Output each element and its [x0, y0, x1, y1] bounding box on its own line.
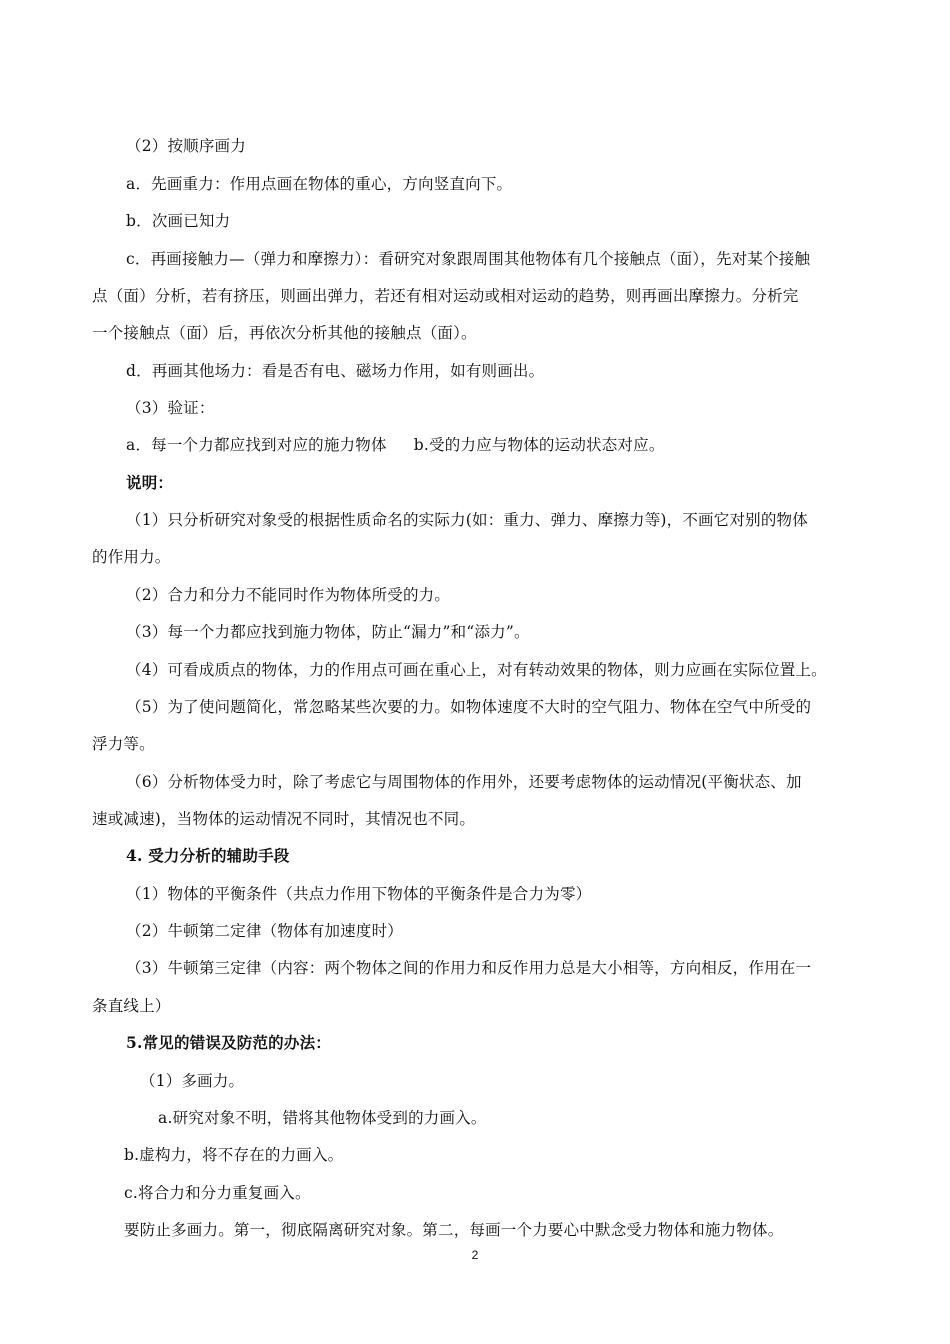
- line-verify-heading: （3）验证：: [126, 399, 215, 417]
- line-aid-3a: （3）牛顿第三定律（内容：两个物体之间的作用力和反作用力总是大小相等，方向相反，作用在一: [126, 959, 812, 977]
- page-number: 2: [471, 1248, 479, 1262]
- line-aid-2: （2）牛顿第二定律（物体有加速度时）: [126, 922, 403, 940]
- line-note-5b: 浮力等。: [92, 735, 155, 753]
- line-gravity: a．先画重力：作用点画在物体的重心，方向竖直向下。: [126, 175, 513, 193]
- line-error-prevent: 要防止多画力。第一，彻底隔离研究对象。第二，每画一个力要心中默念受力物体和施力物体。: [124, 1221, 784, 1239]
- line-error-1: （1）多画力。: [140, 1072, 245, 1090]
- line-contact-force-2: 点（面）分析，若有挤压，则画出弹力，若还有相对运动或相对运动的趋势，则再画出摩擦力。分析完: [92, 287, 799, 305]
- section-notes-heading: 说明：: [126, 473, 174, 492]
- line-error-1a: a.研究对象不明，错将其他物体受到的力画入。: [158, 1109, 487, 1127]
- line-aid-3b: 条直线上）: [92, 997, 171, 1015]
- line-note-4: （4）可看成质点的物体，力的作用点可画在重心上，对有转动效果的物体，则力应画在实际位置上。: [126, 661, 827, 679]
- line-note-2: （2）合力和分力不能同时作为物体所受的力。: [126, 586, 451, 604]
- line-contact-force-1: c．再画接触力—（弹力和摩擦力）：看研究对象跟周围其他物体有几个接触点（面），先对某个接触: [126, 250, 811, 268]
- line-known-force: b．次画已知力: [126, 212, 231, 230]
- section-4-heading: 4. 受力分析的辅助手段: [126, 846, 290, 865]
- line-note-3: （3）每一个力都应找到施力物体，防止“漏力”和“添力”。: [126, 623, 530, 641]
- line-note-1b: 的作用力。: [92, 548, 171, 566]
- line-note-6b: 速或减速)，当物体的运动情况不同时，其情况也不同。: [92, 810, 476, 828]
- line-contact-force-3: 一个接触点（面）后，再依次分析其他的接触点（面）。: [92, 324, 477, 342]
- line-error-1b: b.虚构力，将不存在的力画入。: [124, 1146, 344, 1164]
- line-note-1a: （1）只分析研究对象受的根据性质命名的实际力(如：重力、弹力、摩擦力等)，不画它对别的物体: [126, 511, 808, 529]
- line-draw-order: （2）按顺序画力: [126, 137, 246, 155]
- line-note-6a: （6）分析物体受力时，除了考虑它与周围物体的作用外，还要考虑物体的运动情况(平衡状态、加: [126, 773, 802, 791]
- line-field-force: d．再画其他场力：看是否有电、磁场力作用，如有则画出。: [126, 362, 545, 380]
- line-verify-items: a．每一个力都应找到对应的施力物体 b.受的力应与物体的运动状态对应。: [126, 436, 665, 454]
- line-note-5a: （5）为了使问题简化，常忽略某些次要的力。如物体速度不大时的空气阻力、物体在空气中所受的: [126, 698, 812, 716]
- section-5-heading: 5.常见的错误及防范的办法：: [126, 1033, 331, 1052]
- line-aid-1: （1）物体的平衡条件（共点力作用下物体的平衡条件是合力为零）: [126, 885, 592, 903]
- line-error-1c: c.将合力和分力重复画入。: [124, 1184, 311, 1202]
